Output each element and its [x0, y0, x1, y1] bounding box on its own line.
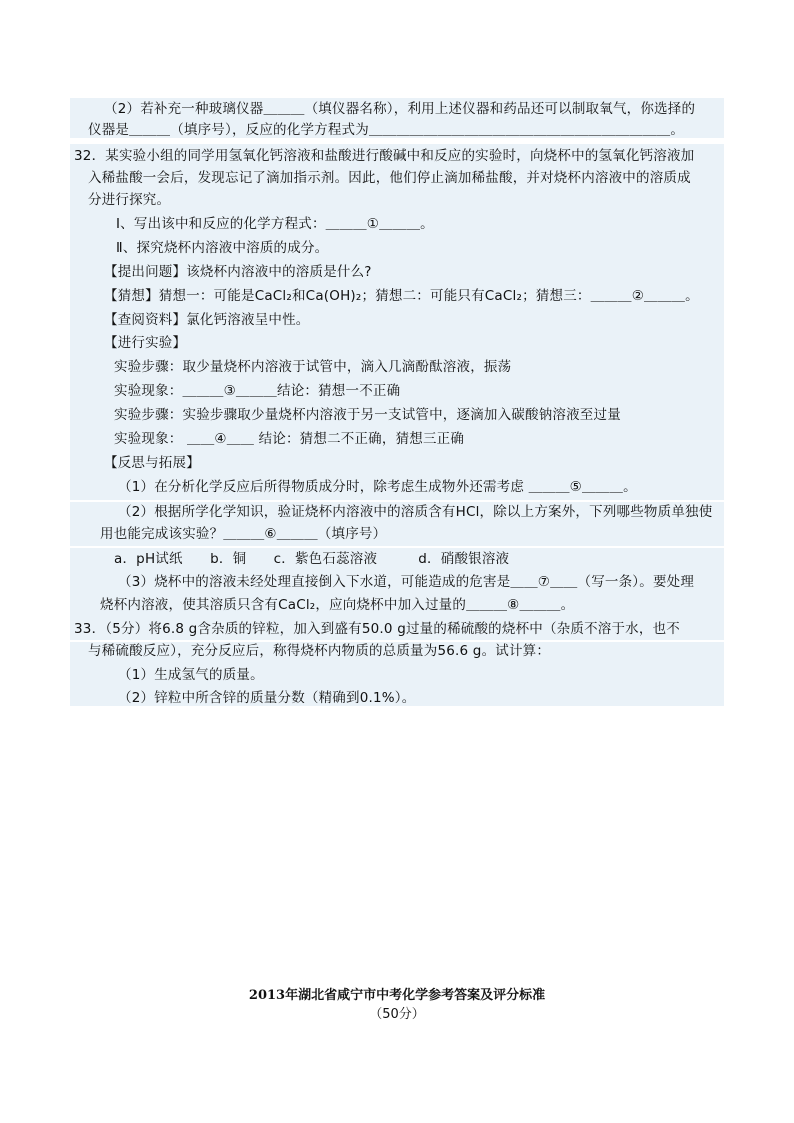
text-line: 实验现象：＿＿＿③＿＿＿结论：猜想一不正确: [114, 383, 401, 399]
text-line: 【进行实验】: [104, 335, 187, 351]
text-line: Ⅱ、探究烧杯内溶液中溶质的成分。: [116, 240, 329, 256]
answer-key-title: 2013年湖北省咸宁市中考化学参考答案及评分标准: [248, 988, 546, 1003]
text-line: 【查阅资料】氯化钙溶液呈中性。: [104, 312, 310, 328]
text-line: 仪器是＿＿＿（填序号），反应的化学方程式为＿＿＿＿＿＿＿＿＿＿＿＿＿＿＿＿＿＿＿＿＿＿。: [88, 122, 685, 138]
text-line: 32．某实验小组的同学用氢氧化钙溶液和盐酸进行酸碱中和反应的实验时，向烧杯中的氢氧化钙溶液加: [74, 148, 695, 164]
text-line: （2）若补充一种玻璃仪器＿＿＿（填仪器名称），利用上述仪器和药品还可以制取氧气，你选择的: [104, 101, 696, 117]
text-line: 分进行探究。: [88, 192, 171, 208]
answer-key-subtitle: （50分）: [369, 1007, 425, 1022]
text-line: （2）锌粒中所含锌的质量分数（精确到0.1%）。: [118, 690, 416, 706]
text-line: 用也能完成该实验？＿＿＿⑥＿＿＿（填序号）: [100, 526, 387, 542]
text-line: Ⅰ、写出该中和反应的化学方程式：＿＿＿①＿＿＿。: [116, 216, 434, 232]
text-line: （1）在分析化学反应后所得物质成分时，除考虑生成物外还需考虑 ＿＿＿⑤＿＿＿。: [118, 479, 637, 495]
text-line: （1）生成氢气的质量。: [118, 667, 264, 683]
text-line: 【猜想】猜想一：可能是CaCl₂和Ca(OH)₂；猜想二：可能只有CaCl₂；猜想三：＿＿＿②＿＿＿。: [104, 288, 699, 304]
text-line: （2）根据所学化学知识，验证烧杯内溶液中的溶质含有HCl，除以上方案外，下列哪些物质单独使: [118, 504, 713, 520]
text-line: 与稀硫酸反应），充分反应后，称得烧杯内物质的总质量为56.6 g。试计算：: [88, 643, 551, 659]
text-line: 33．（5分）将6.8 g含杂质的锌粒，加入到盛有50.0 g过量的稀硫酸的烧杯中（杂质不溶于水，也不: [74, 621, 680, 637]
text-line: 烧杯内溶液，使其溶质只含有CaCl₂，应向烧杯中加入过量的＿＿＿⑧＿＿＿。: [100, 597, 575, 613]
text-line: 实验步骤：取少量烧杯内溶液于试管中，滴入几滴酚酞溶液，振荡: [114, 359, 512, 375]
text-line: 实验现象： ＿＿④＿＿ 结论：猜想二不正确，猜想三正确: [114, 431, 465, 447]
text-line: 【反思与拓展】: [104, 455, 200, 471]
text-line: a．pH试纸 b．铜 c．紫色石蕊溶液 d．硝酸银溶液: [114, 551, 510, 567]
text-line: 【提出问题】该烧杯内溶液中的溶质是什么?: [104, 264, 372, 280]
text-line: （3）烧杯中的溶液未经处理直接倒入下水道，可能造成的危害是＿＿⑦＿＿（写一条）。要处理: [118, 574, 695, 590]
text-line: 实验步骤：实验步骤取少量烧杯内溶液于另一支试管中，逐滴加入碳酸钠溶液至过量: [114, 407, 621, 423]
text-line: 入稀盐酸一会后，发现忘记了滴加指示剂。因此，他们停止滴加稀盐酸，并对烧杯内溶液中的溶质成: [88, 170, 691, 186]
